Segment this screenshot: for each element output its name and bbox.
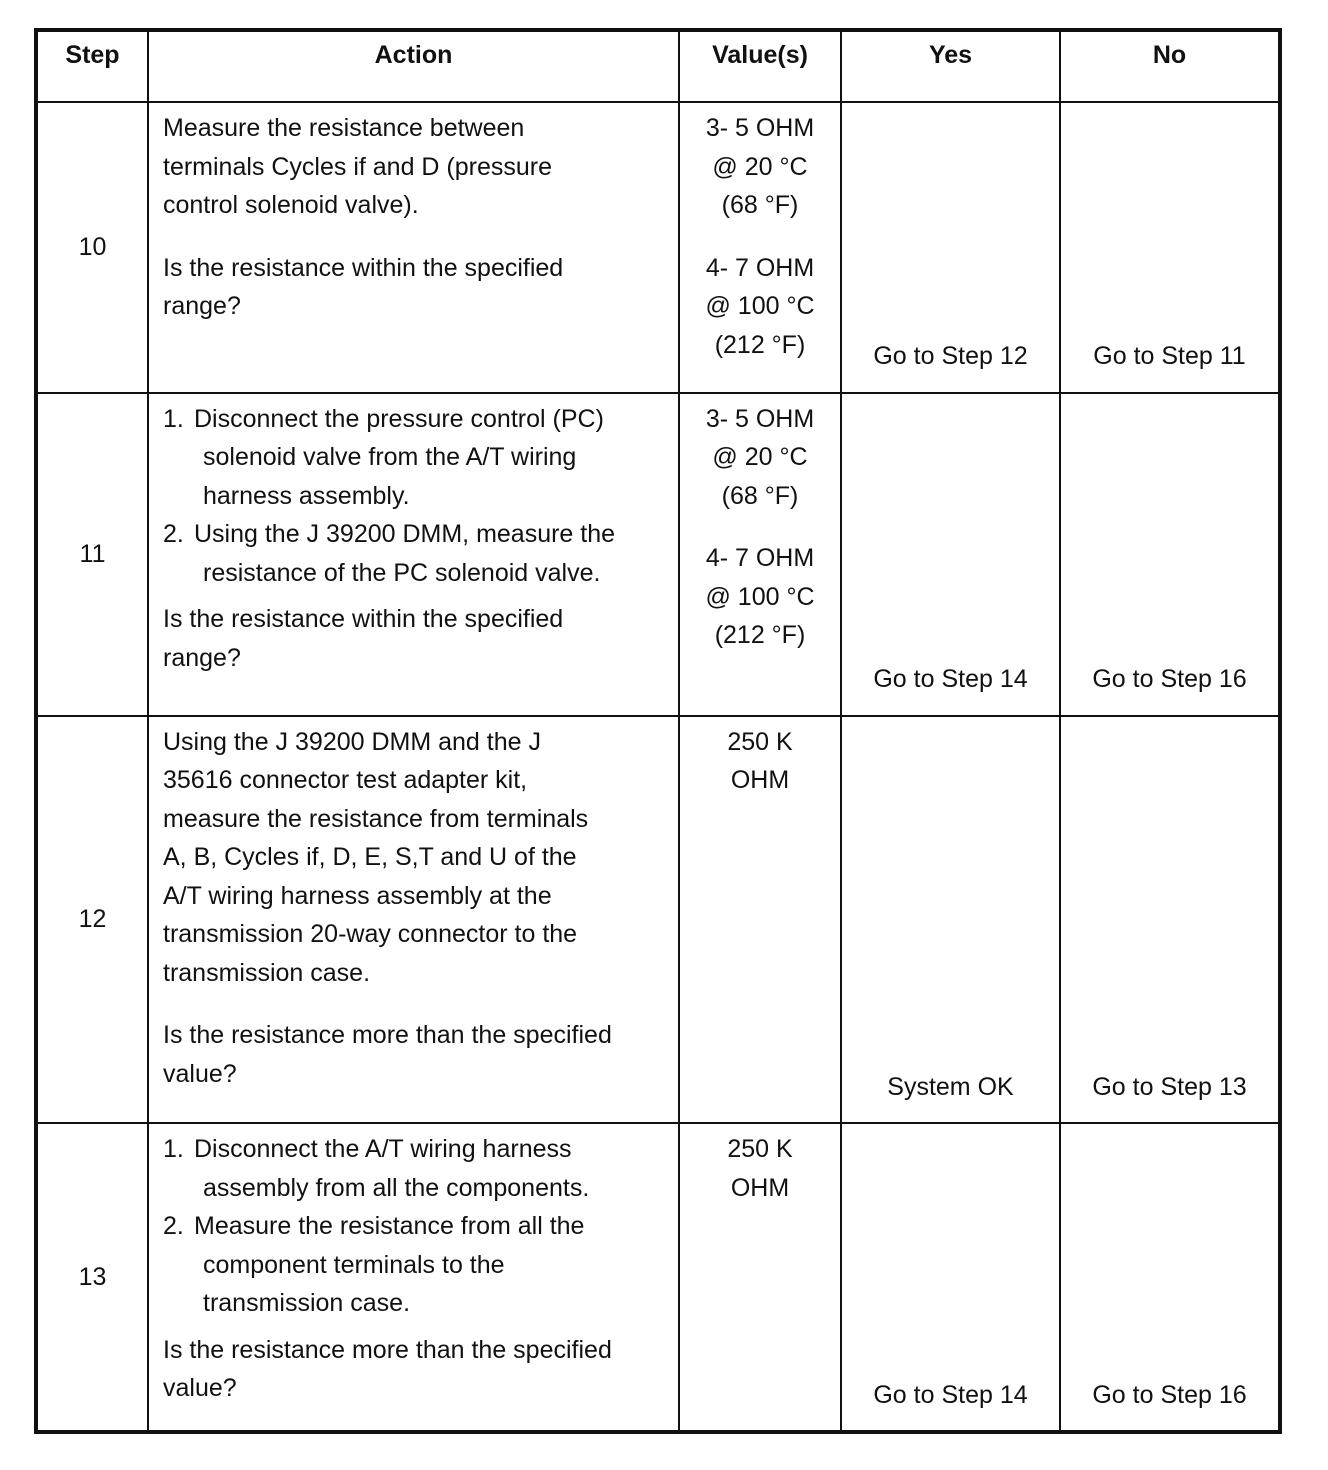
value-spec [680,1130,840,1207]
step-cell: 12 [36,716,148,1123]
value-line: 4- 7 OHM [705,544,815,573]
diagnostic-table [34,28,1282,1434]
step-text: component terminals to the [203,1250,505,1279]
question-line: Is the resistance more than the specified [163,1021,612,1050]
value-spec [680,723,840,800]
table-row [36,716,1280,1123]
action-line: control solenoid valve). [163,191,419,219]
value-line: @ 100 °C [705,582,815,611]
step-number: 1. [163,1135,184,1164]
question-line: Is the resistance within the specified [163,253,564,282]
step-cell: 13 [36,1123,148,1432]
question-line: range? [163,643,241,672]
value-line: 250 K [727,1135,793,1164]
action-question [163,600,664,677]
action-cell [148,393,679,716]
value-line: (68 °F) [721,481,799,510]
value-cell [679,716,841,1123]
value-spec [680,539,840,655]
no-cell: Go to Step 16 [1060,393,1280,716]
numbered-step [163,1130,664,1207]
no-cell: Go to Step 16 [1060,1123,1280,1432]
value-spec [680,109,840,225]
step-number: 1. [163,404,184,433]
step-text: Measure the resistance from all the [194,1212,585,1241]
step-number: 2. [163,1212,184,1241]
action-cell [148,102,679,393]
action-line: Measure the resistance between [163,114,525,142]
header-step: Step [36,30,148,102]
action-line: transmission case. [163,958,371,987]
value-line: (68 °F) [721,191,799,219]
header-yes: Yes [841,30,1060,102]
header-action: Action [148,30,679,102]
value-line: OHM [730,766,790,795]
no-cell: Go to Step 11 [1060,102,1280,393]
step-text: assembly from all the components. [203,1173,590,1202]
numbered-step [163,1207,664,1323]
step-text: Disconnect the pressure control (PC) [194,404,604,433]
value-line: @ 20 °C [712,443,808,472]
no-cell: Go to Step 13 [1060,716,1280,1123]
action-instruction [163,723,664,993]
yes-cell: Go to Step 12 [841,102,1060,393]
value-line: (212 °F) [714,621,806,650]
step-text: Disconnect the A/T wiring harness [194,1135,572,1164]
yes-cell: Go to Step 14 [841,1123,1060,1432]
step-cell: 11 [36,393,148,716]
step-number: 2. [163,520,184,549]
action-line: Using the J 39200 DMM and the J [163,727,541,756]
action-line: transmission 20-way connector to the [163,920,578,949]
action-line: terminals Cycles if and D (pressure [163,152,553,181]
action-line: 35616 connector test adapter kit, [163,766,528,795]
value-line: 3- 5 OHM [705,114,815,142]
step-text: transmission case. [203,1289,411,1318]
action-question [163,1331,664,1408]
value-spec [680,400,840,516]
action-question [163,1016,664,1093]
table-row [36,1123,1280,1432]
numbered-step [163,400,664,516]
value-line: OHM [730,1173,790,1202]
question-line: value? [163,1059,237,1088]
value-line: 250 K [727,727,793,756]
question-line: range? [163,292,241,320]
action-line: A/T wiring harness assembly at the [163,881,552,910]
value-line: 3- 5 OHM [705,404,815,433]
action-line: A, B, Cycles if, D, E, S,T and U of the [163,843,577,872]
action-cell [148,716,679,1123]
value-spec [680,249,840,365]
step-text: Using the J 39200 DMM, measure the [194,520,616,549]
value-line: (212 °F) [714,330,806,359]
step-text: harness assembly. [203,481,410,510]
yes-cell: Go to Step 14 [841,393,1060,716]
header-no: No [1060,30,1280,102]
value-cell [679,102,841,393]
numbered-step [163,515,664,592]
action-cell [148,1123,679,1432]
action-question [163,249,664,326]
action-instruction [163,109,664,225]
header-values: Value(s) [679,30,841,102]
value-line: @ 20 °C [712,152,808,181]
question-line: Is the resistance within the specified [163,605,564,634]
yes-cell: System OK [841,716,1060,1123]
table-row [36,102,1280,393]
step-cell: 10 [36,102,148,393]
value-line: 4- 7 OHM [705,253,815,282]
step-text: solenoid valve from the A/T wiring [203,443,577,472]
question-line: value? [163,1374,237,1403]
value-cell [679,1123,841,1432]
value-cell [679,393,841,716]
action-line: measure the resistance from terminals [163,804,589,833]
header-row [36,30,1280,102]
table-row [36,393,1280,716]
step-text: resistance of the PC solenoid valve. [203,558,601,587]
question-line: Is the resistance more than the specified [163,1335,612,1364]
value-line: @ 100 °C [705,292,815,320]
